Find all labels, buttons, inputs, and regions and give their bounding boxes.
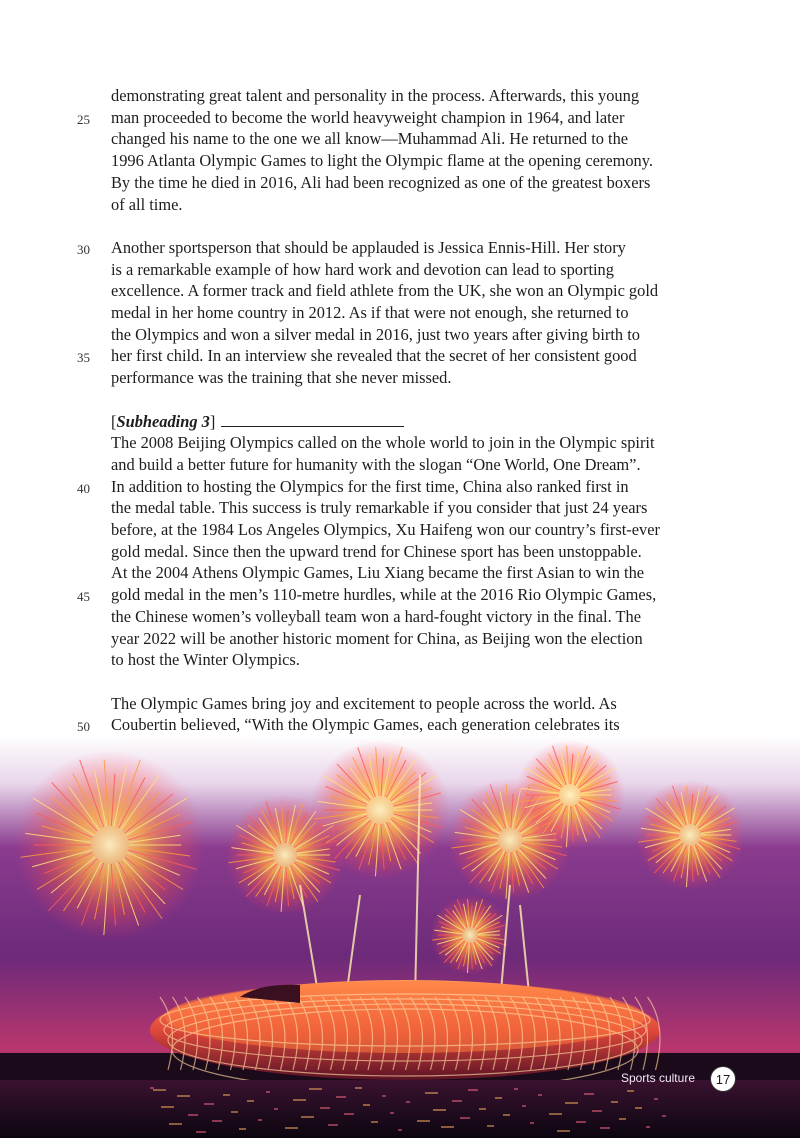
- line-text: At the 2004 Athens Olympic Games, Liu Xiang became the first Asian to win the: [111, 563, 645, 583]
- line-text: In addition to hosting the Olympics for the first time, China also ranked first in: [111, 476, 629, 496]
- fill-in-blank[interactable]: [221, 412, 404, 427]
- line-text: By the time he died in 2016, Ali had been recognized as one of the greatest boxers: [111, 172, 651, 192]
- text-line: [111, 85, 686, 107]
- line-text: 1996 Atlanta Olympic Games to light the Olympic flame at the opening ceremony.: [111, 151, 653, 171]
- text-line: [111, 562, 686, 584]
- text-line: [111, 541, 686, 563]
- line-text: demonstrating great talent and personality in the process. Afterwards, this young: [111, 86, 640, 105]
- line-text: medal in her home country in 2012. As if that were not enough, she returned to: [111, 303, 629, 323]
- line-text: gold medal. Since then the upward trend for Chinese sport has been unstoppable.: [111, 541, 642, 561]
- text-line: [111, 432, 686, 454]
- text-line: [111, 128, 686, 150]
- line-text: changed his name to the one we all know—Muhammad Ali. He returned to the: [111, 129, 629, 149]
- subheading-blank: [111, 411, 686, 433]
- text-line: [111, 280, 686, 302]
- line-text: Coubertin believed, “With the Olympic Games, each generation celebrates its: [111, 715, 620, 735]
- line-text: before, at the 1984 Los Angeles Olympics, Xu Haifeng won our country’s first-ever: [111, 520, 660, 540]
- text-line: [111, 628, 686, 650]
- bracket-close: ]: [209, 411, 216, 431]
- text-line: [77, 345, 686, 367]
- fireworks-stadium-photo: [0, 735, 800, 1138]
- line-number: 30: [77, 241, 90, 257]
- text-line: [111, 324, 686, 346]
- line-text: the Olympics and won a silver medal in 2016, just two years after giving birth to: [111, 324, 640, 344]
- line-text: The 2008 Beijing Olympics called on the whole world to join in the Olympic spirit: [111, 433, 655, 453]
- text-line: [111, 606, 686, 628]
- text-line: [111, 497, 686, 519]
- paragraph: [77, 85, 686, 215]
- line-text: The Olympic Games bring joy and excitement to people across the world. As: [111, 693, 617, 713]
- text-line: [77, 584, 686, 606]
- line-number: 25: [77, 111, 90, 127]
- line-text: her first child. In an interview she revealed that the secret of her consistent good: [111, 346, 637, 366]
- paragraph: [77, 411, 686, 671]
- line-number: 35: [77, 350, 90, 366]
- text-line: [111, 194, 686, 216]
- line-text: Another sportsperson that should be applauded is Jessica Ennis-Hill. Her story: [111, 237, 626, 257]
- line-text: performance was the training that she never missed.: [111, 368, 452, 388]
- paragraph: [77, 237, 686, 389]
- line-text: excellence. A former track and field athlete from the UK, she won an Olympic gold: [111, 281, 659, 301]
- line-text: is a remarkable example of how hard work and devotion can lead to sporting: [111, 259, 614, 279]
- line-number: 45: [77, 589, 90, 605]
- line-text: year 2022 will be another historic moment for China, as Beijing won the election: [111, 628, 643, 648]
- text-line: [111, 172, 686, 194]
- text-line: [111, 150, 686, 172]
- subheading-label: Subheading 3: [116, 411, 210, 431]
- line-text: of all time.: [111, 194, 183, 214]
- text-line: [77, 237, 686, 259]
- line-text: the medal table. This success is truly remarkable if you consider that just 24 years: [111, 498, 648, 518]
- text-line: [111, 519, 686, 541]
- article-body: [77, 85, 686, 779]
- line-text: man proceeded to become the world heavyweight champion in 1964, and later: [111, 107, 625, 127]
- line-number: 40: [77, 480, 90, 496]
- bracket-open: [: [111, 411, 117, 431]
- text-line: [111, 259, 686, 281]
- section-label: Sports culture: [620, 1071, 695, 1085]
- line-text: gold medal in the men’s 110-metre hurdles, while at the 2016 Rio Olympic Games,: [111, 585, 657, 605]
- text-line: [111, 302, 686, 324]
- text-line: [111, 649, 686, 671]
- line-text: to host the Winter Olympics.: [111, 650, 300, 670]
- text-line: [77, 714, 686, 736]
- line-text: the Chinese women’s volleyball team won a hard-fought victory in the final. The: [111, 606, 641, 626]
- text-line: [111, 454, 686, 476]
- line-number: 50: [77, 719, 90, 735]
- text-line: [111, 693, 686, 715]
- text-line: [77, 107, 686, 129]
- text-line: [77, 476, 686, 498]
- page-number-badge: 17: [710, 1066, 736, 1092]
- text-line: [111, 367, 686, 389]
- line-text: and build a better future for humanity with the slogan “One World, One Dream”.: [111, 454, 641, 474]
